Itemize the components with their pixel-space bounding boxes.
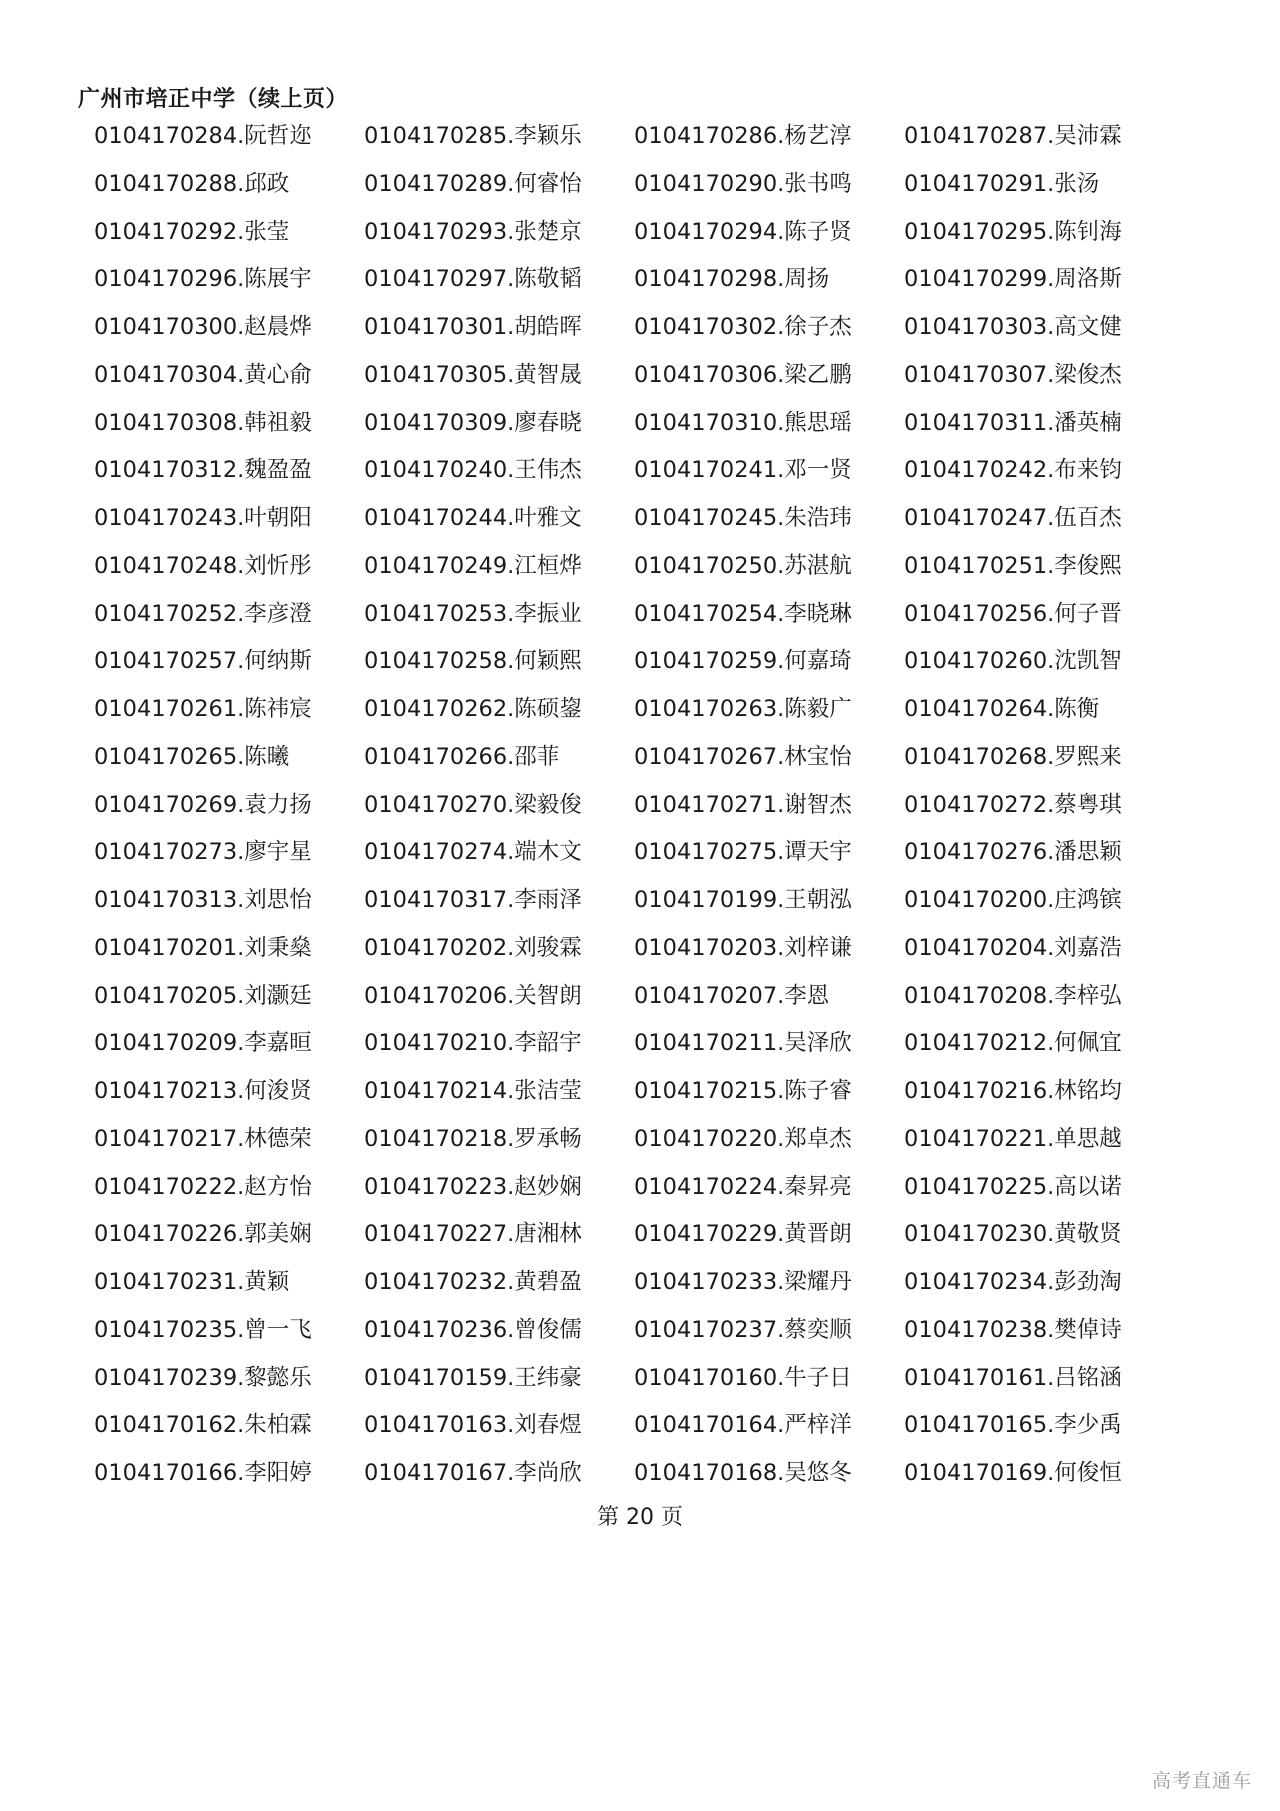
list-item: 0104170284.阮哲迩	[94, 123, 312, 149]
list-item: 0104170309.廖春晓	[364, 409, 582, 436]
list-item: 0104170202.刘骏霖	[364, 934, 582, 961]
list-item: 0104170285.李颖乐	[364, 123, 582, 149]
list-item: 0104170313.刘思怡	[94, 887, 312, 913]
list-item: 0104170286.杨艺淳	[634, 123, 852, 149]
list-item: 0104170165.李少禹	[904, 1412, 1122, 1439]
list-item: 0104170258.何颖熙	[364, 648, 582, 675]
list-item: 0104170221.单思越	[904, 1125, 1122, 1152]
list-item: 0104170243.叶朝阳	[94, 505, 312, 531]
list-item: 0104170270.梁毅俊	[364, 791, 582, 818]
list-item: 0104170220.郑卓杰	[634, 1125, 852, 1152]
list-item: 0104170217.林德荣	[94, 1125, 312, 1152]
list-item: 0104170299.周洛斯	[904, 266, 1122, 293]
list-item: 0104170256.何子晋	[904, 600, 1122, 627]
list-item: 0104170264.陈衡	[904, 696, 1100, 722]
list-item: 0104170214.张洁莹	[364, 1078, 582, 1104]
list-item: 0104170226.郭美娴	[94, 1221, 312, 1248]
list-item: 0104170201.刘秉燊	[94, 934, 312, 961]
list-item: 0104170273.廖宇星	[94, 839, 312, 866]
list-item: 0104170251.李俊熙	[904, 552, 1122, 579]
list-item: 0104170199.王朝泓	[634, 887, 852, 913]
list-item: 0104170236.曾俊儒	[364, 1316, 582, 1343]
list-item: 0104170265.陈曦	[94, 743, 290, 770]
list-item: 0104170253.李振业	[364, 600, 582, 627]
list-item: 0104170300.赵晨烨	[94, 314, 312, 340]
list-item: 0104170305.黄智晟	[364, 361, 582, 388]
list-item: 0104170317.李雨泽	[364, 887, 582, 913]
list-item: 0104170294.陈子贤	[634, 218, 852, 245]
list-item: 0104170233.梁耀丹	[634, 1269, 852, 1295]
list-item: 0104170290.张书鸣	[634, 170, 852, 197]
list-item: 0104170250.苏湛航	[634, 552, 852, 579]
list-item: 0104170208.李梓弘	[904, 982, 1122, 1009]
list-item: 0104170239.黎懿乐	[94, 1364, 312, 1391]
list-item: 0104170222.赵方怡	[94, 1173, 312, 1200]
list-item: 0104170161.吕铭涵	[904, 1364, 1122, 1391]
list-item: 0104170296.陈展宇	[94, 266, 312, 293]
list-item: 0104170275.谭天宇	[634, 839, 852, 866]
list-item: 0104170224.秦昇亮	[634, 1173, 852, 1200]
list-item: 0104170248.刘忻彤	[94, 552, 312, 579]
list-item: 0104170274.端木文	[364, 839, 582, 866]
page-number: 第 20 页	[597, 1505, 683, 1530]
school-heading: 广州市培正中学（续上页）	[78, 87, 349, 112]
list-item: 0104170234.彭劲淘	[904, 1269, 1122, 1295]
list-item: 0104170160.牛子日	[634, 1364, 852, 1391]
list-item: 0104170295.陈钊海	[904, 218, 1122, 245]
list-item: 0104170209.李嘉晅	[94, 1030, 312, 1057]
list-item: 0104170293.张楚京	[364, 218, 582, 245]
list-item: 0104170167.李尚欣	[364, 1460, 582, 1486]
list-item: 0104170249.江桓烨	[364, 552, 582, 579]
list-item: 0104170231.黄颖	[94, 1269, 290, 1295]
list-item: 0104170267.林宝怡	[634, 743, 852, 770]
list-item: 0104170252.李彦澄	[94, 600, 312, 627]
list-item: 0104170164.严梓洋	[634, 1412, 852, 1439]
candidate-list	[94, 122, 1204, 1507]
list-item: 0104170218.罗承畅	[364, 1125, 582, 1152]
list-item: 0104170260.沈凯智	[904, 648, 1122, 675]
list-item: 0104170307.梁俊杰	[904, 361, 1122, 388]
list-item: 0104170269.袁力扬	[94, 791, 312, 818]
list-item: 0104170303.高文健	[904, 314, 1122, 340]
list-item: 0104170292.张莹	[94, 218, 290, 245]
list-item: 0104170229.黄晋朗	[634, 1221, 852, 1248]
list-item: 0104170212.何佩宜	[904, 1030, 1122, 1057]
list-item: 0104170159.王纬豪	[364, 1364, 582, 1391]
watermark: 高考直通车	[1151, 1770, 1252, 1792]
list-item: 0104170312.魏盈盈	[94, 457, 312, 484]
list-item: 0104170238.樊倬诗	[904, 1316, 1122, 1343]
list-item: 0104170288.邱政	[94, 170, 290, 197]
list-item: 0104170213.何浚贤	[94, 1078, 312, 1104]
list-item: 0104170211.吴泽欣	[634, 1030, 852, 1057]
list-item: 0104170203.刘梓谦	[634, 934, 852, 961]
list-item: 0104170272.蔡粤琪	[904, 791, 1122, 818]
list-item: 0104170297.陈敬韬	[364, 266, 582, 293]
list-item: 0104170311.潘英楠	[904, 409, 1122, 436]
list-item: 0104170263.陈毅广	[634, 696, 852, 722]
list-item: 0104170310.熊思瑶	[634, 409, 852, 436]
list-item: 0104170242.布来钧	[904, 457, 1122, 484]
list-item: 0104170215.陈子睿	[634, 1078, 852, 1104]
list-item: 0104170266.邵菲	[364, 743, 560, 770]
list-item: 0104170210.李韶宇	[364, 1030, 582, 1057]
list-item: 0104170268.罗熙来	[904, 743, 1122, 770]
list-item: 0104170302.徐子杰	[634, 314, 852, 340]
list-item: 0104170205.刘灏廷	[94, 982, 312, 1009]
list-item: 0104170291.张汤	[904, 170, 1100, 197]
list-item: 0104170301.胡皓晖	[364, 314, 582, 340]
list-item: 0104170240.王伟杰	[364, 457, 582, 484]
list-item: 0104170261.陈祎宸	[94, 696, 312, 722]
list-item: 0104170276.潘思颖	[904, 839, 1122, 866]
list-item: 0104170306.梁乙鹏	[634, 361, 852, 388]
list-item: 0104170304.黄心俞	[94, 361, 312, 388]
list-item: 0104170204.刘嘉浩	[904, 934, 1122, 961]
list-item: 0104170223.赵妙娴	[364, 1173, 582, 1200]
list-item: 0104170262.陈硕鋆	[364, 696, 582, 722]
list-item: 0104170247.伍百杰	[904, 505, 1122, 531]
list-item: 0104170230.黄敬贤	[904, 1221, 1122, 1248]
list-item: 0104170200.庄鸿镔	[904, 887, 1122, 913]
list-item: 0104170245.朱浩玮	[634, 505, 852, 531]
list-item: 0104170254.李晓琳	[634, 600, 852, 627]
list-item: 0104170162.朱柏霖	[94, 1412, 312, 1439]
list-item: 0104170241.邓一贤	[634, 457, 852, 484]
list-item: 0104170225.高以诺	[904, 1173, 1122, 1200]
list-item: 0104170235.曾一飞	[94, 1316, 312, 1343]
list-item: 0104170169.何俊恒	[904, 1460, 1122, 1486]
list-item: 0104170227.唐湘林	[364, 1221, 582, 1248]
list-item: 0104170287.吴沛霖	[904, 123, 1122, 149]
list-item: 0104170207.李恩	[634, 982, 830, 1009]
list-item: 0104170216.林铭均	[904, 1078, 1122, 1104]
list-item: 0104170244.叶雅文	[364, 505, 582, 531]
list-item: 0104170259.何嘉琦	[634, 648, 852, 675]
list-item: 0104170166.李阳婷	[94, 1460, 312, 1486]
list-item: 0104170163.刘春煜	[364, 1412, 582, 1439]
list-item: 0104170271.谢智杰	[634, 791, 852, 818]
list-item: 0104170232.黄碧盈	[364, 1269, 582, 1295]
list-item: 0104170308.韩祖毅	[94, 409, 312, 436]
list-item: 0104170257.何纳斯	[94, 648, 312, 675]
list-item: 0104170206.关智朗	[364, 982, 582, 1009]
list-item: 0104170298.周扬	[634, 266, 830, 293]
list-item: 0104170168.吴悠冬	[634, 1460, 852, 1486]
list-item: 0104170237.蔡奕顺	[634, 1316, 852, 1343]
list-item: 0104170289.何睿怡	[364, 170, 582, 197]
